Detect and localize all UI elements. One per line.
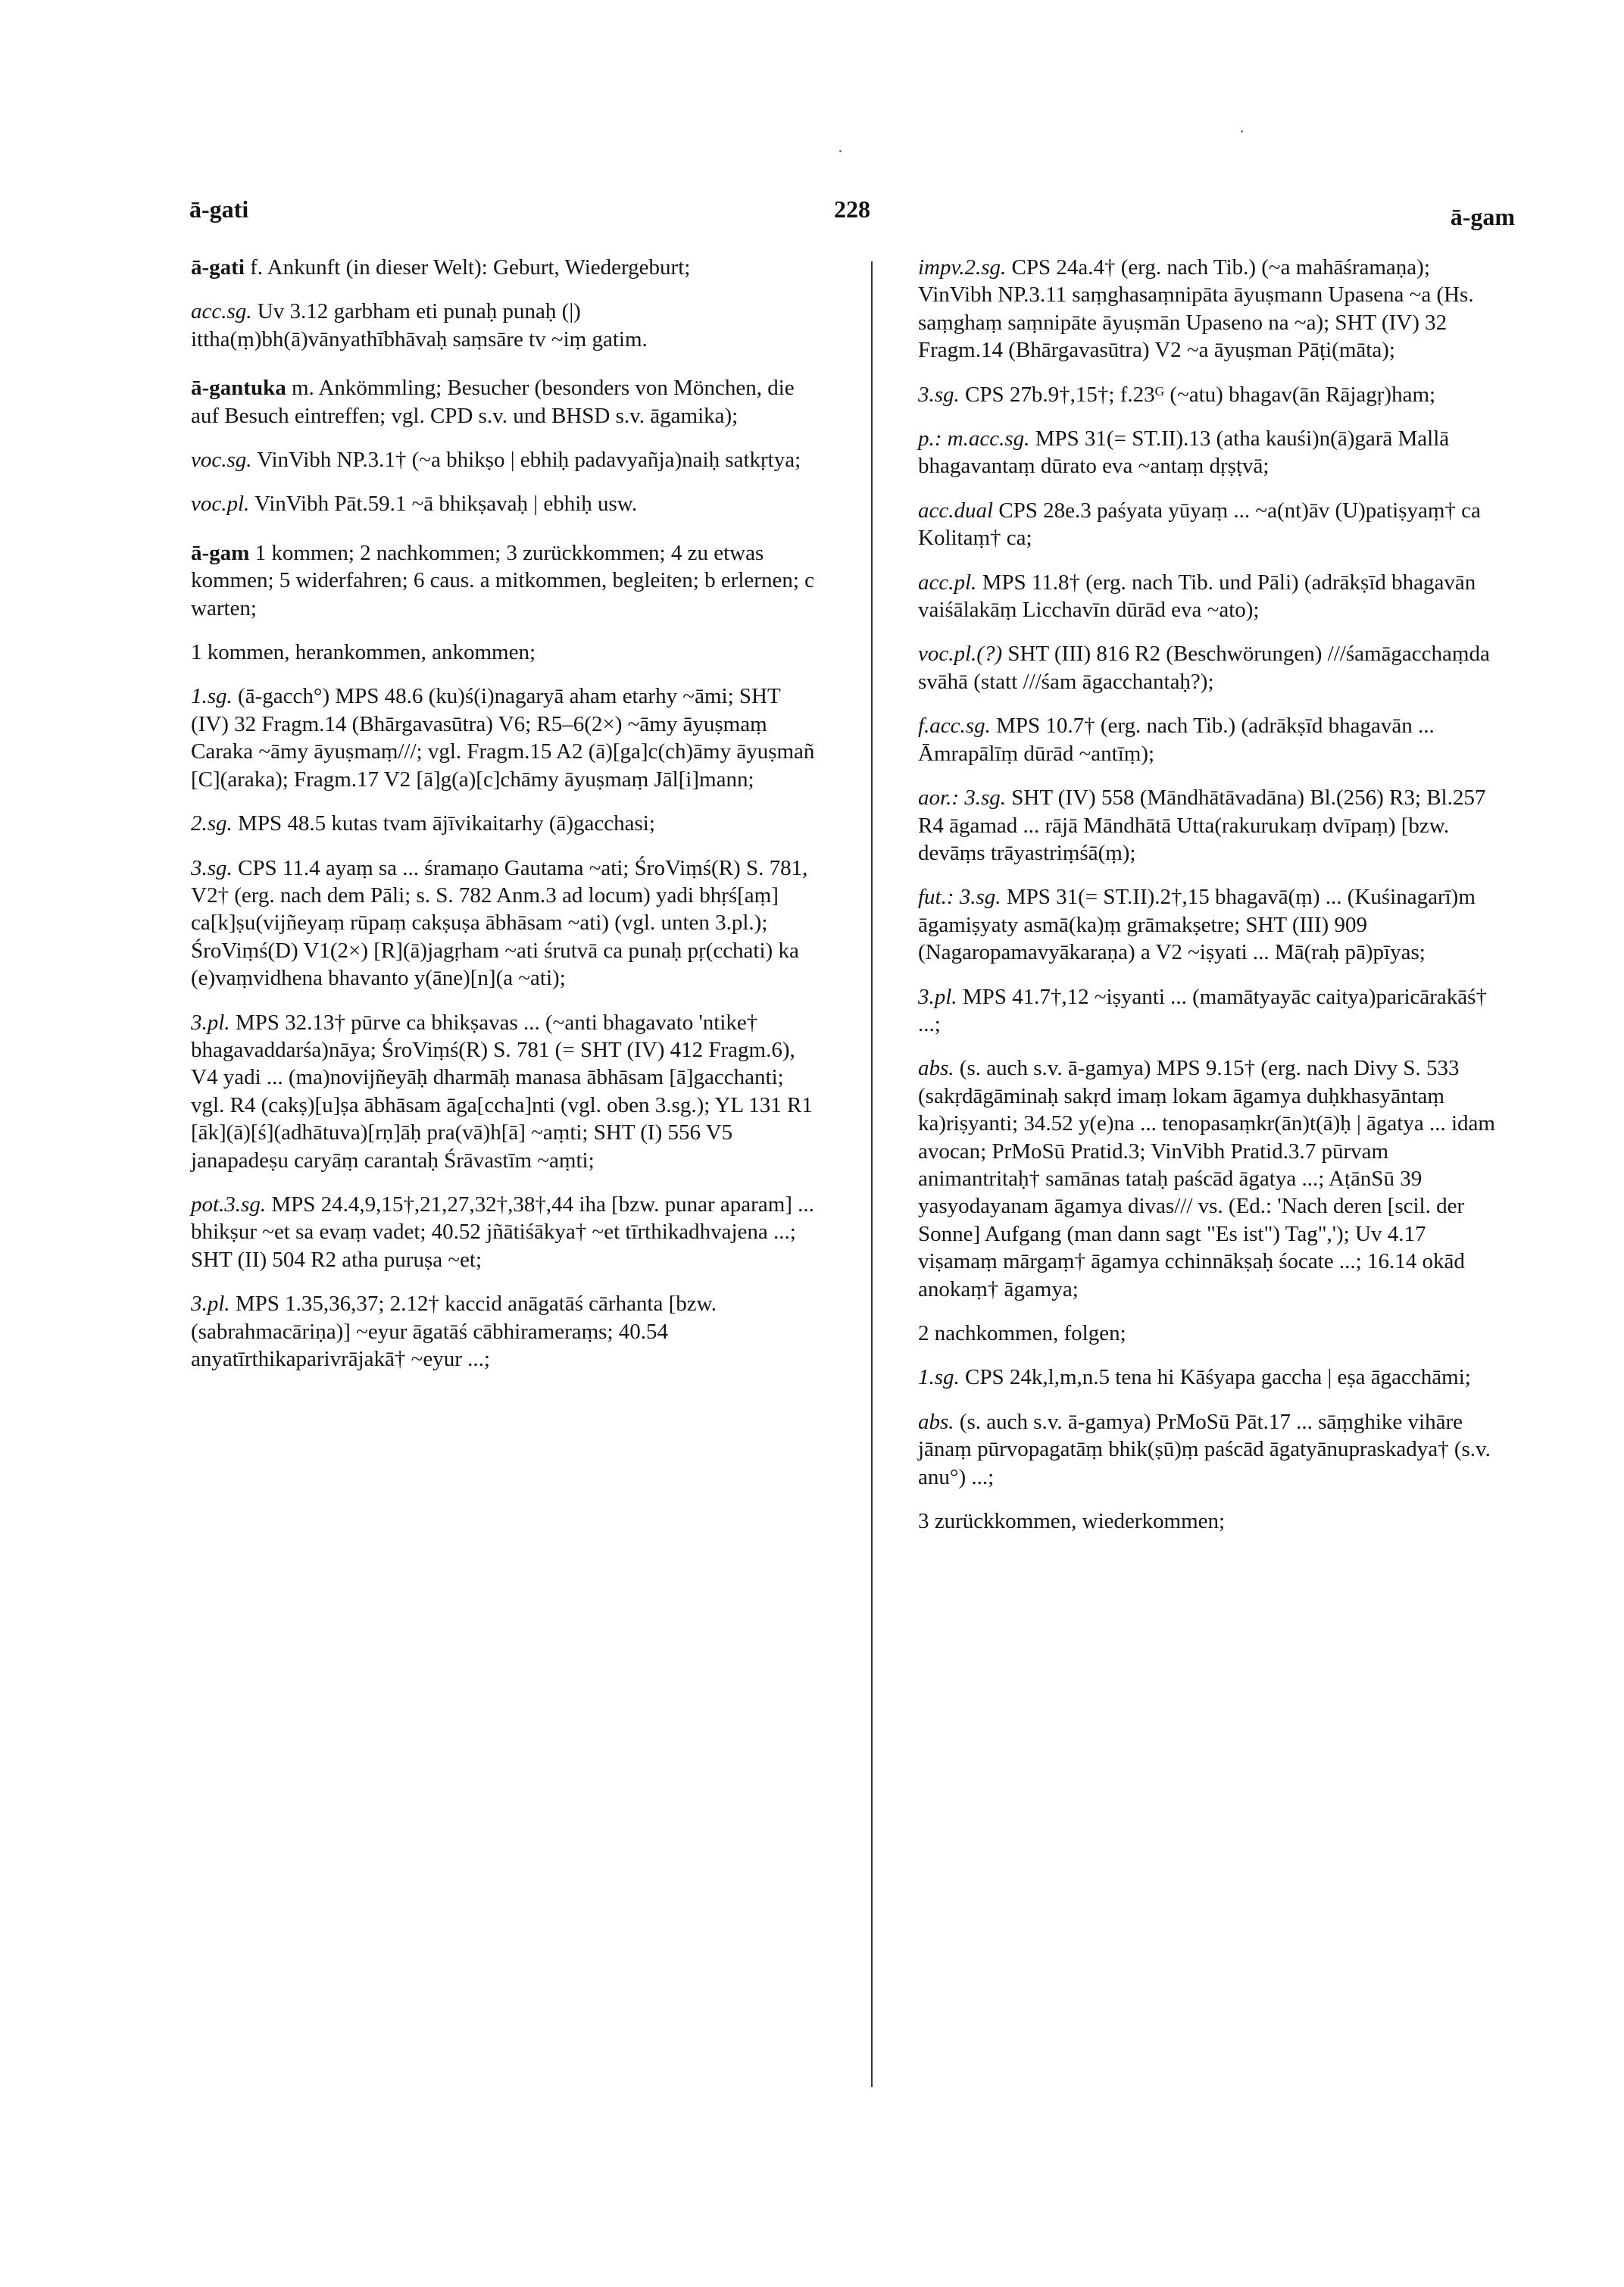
- column-divider: [871, 261, 873, 2087]
- citation-text: MPS 31(= ST.II).13 (atha kauśi)n(ā)garā Mallā bhagavantaṃ dūrato eva ~antaṃ dṛṣṭvā;: [918, 426, 1450, 479]
- citation-text: MPS 31(= ST.II).2†,15 bhagavā(ṃ) ... (Kuśinagarī)m āgamiṣyaty asmā(ka)ṃ grāmakṣetre; SHT (III) 909 (Nagaropamavyākaraṇa) a V2 ~iṣyati ... Mā(raḥ pā)pīyas;: [918, 885, 1476, 965]
- citation-text: MPS 24.4,9,15†,21,27,32†,38†,44 iha [bzw. punar aparam] ... bhikṣur ~et sa evaṃ vadet; 40.52 jñātiśākya† ~et tīrthikadhvajena ...; SHT (II) 504 R2 atha puruṣa ~et;: [191, 1192, 814, 1272]
- dictionary-citation: [918, 1408, 1501, 1491]
- dictionary-headword-entry: [191, 254, 820, 281]
- dictionary-citation: [918, 1507, 1501, 1535]
- dictionary-citation: [918, 254, 1501, 364]
- grammar-label: abs.: [918, 1056, 954, 1081]
- citation-text: MPS 48.5 kutas tvam ājīvikaitarhy (ā)gacchasi;: [238, 811, 655, 836]
- dictionary-citation: [918, 1320, 1501, 1347]
- dictionary-citation: [191, 1009, 820, 1174]
- dictionary-citation: [191, 446, 820, 473]
- dictionary-citation: [191, 1191, 820, 1273]
- citation-text: CPS 27b.9†,15†; f.23ᴳ (~atu) bhagav(ān Rājagṛ)ham;: [965, 382, 1436, 407]
- grammar-label: acc.sg.: [191, 299, 252, 324]
- dictionary-citation: [918, 425, 1501, 480]
- citation-text: CPS 11.4 ayaṃ sa ... śramaṇo Gautama ~ati; ŚroViṃś(R) S. 781, V2† (erg. nach dem Pāli; s. S. 782 Anm.3 ad locum) yadi bhṛś[aṃ] ca[k]ṣu(vijñeyaṃ rūpaṃ cakṣuṣa ābhāsam ~ati) (vgl. unten 3.pl.); ŚroViṃś(D) V1(2×) [R](ā)jagṛham ~ati śrutvā ca punaḥ pṛ(cchati) ka (e)vaṃvidhena bhavanto y(āne)[n](a ~ati);: [191, 855, 808, 991]
- dictionary-citation: [918, 640, 1501, 695]
- dictionary-citation: [191, 683, 820, 793]
- citation-text: SHT (III) 816 R2 (Beschwörungen) ///śamāgacchaṃda svāhā (statt ///śam āgacchantaḥ?);: [918, 642, 1490, 694]
- citation-text: (s. auch s.v. ā-gamya) MPS 9.15† (erg. nach Divy S. 533 (sakṛdāgāminaḥ sakṛd imaṃ lokam āgamya duḥkhasyāntaṃ ka)riṣyanti; 34.52 y(e)na ... tenopasaṃkr(ān)t(ā)ḥ | āgatya ... idam avocan; PrMoSū Pratid.3; VinVibh Pratid.3.7 pūrvam animantritaḥ† samānas tataḥ paścād āgatya ...; AṭānSū 39 yasyodayanam āgamya divas/// vs. (Ed.: 'Nach deren [scil. der Sonne] Aufgang (man dann sagt "Es ist") Tag",'); Uv 4.17 viṣamaṃ mārgaṃ† āgamya cchinnākṣaḥ śocate ...; 16.14 okād anokaṃ† āgamya;: [918, 1056, 1495, 1301]
- dictionary-citation: [191, 810, 820, 837]
- right-column: [918, 254, 1501, 2087]
- dictionary-citation: [918, 381, 1501, 408]
- dictionary-citation: [918, 983, 1501, 1039]
- grammar-label: abs.: [918, 1409, 954, 1434]
- headword: ā-gati: [191, 255, 245, 280]
- headword-text: ā-gantuka m. Ankömmling; Besucher (besonders von Mönchen, die auf Besuch eintreffen; vgl. CPD s.v. und BHSD s.v. āgamika);: [191, 376, 795, 428]
- grammar-label: 1.sg.: [191, 684, 233, 709]
- running-head-right: ā-gam: [1450, 203, 1515, 230]
- dictionary-citation: [191, 639, 820, 666]
- grammar-label: 3.pl.: [918, 984, 957, 1009]
- scan-speck: [839, 150, 842, 152]
- citation-text: CPS 28e.3 paśyata yūyaṃ ... ~a(nt)āv (U)patiṣyaṃ† ca Kolitaṃ† ca;: [918, 498, 1481, 551]
- headword: ā-gam: [191, 540, 250, 565]
- grammar-label: f.acc.sg.: [918, 714, 991, 739]
- dictionary-citation: [918, 883, 1501, 966]
- citation-text: CPS 24k,l,m,n.5 tena hi Kāśyapa gaccha | eṣa āgacchāmi;: [965, 1365, 1471, 1390]
- citation-text: CPS 24a.4† (erg. nach Tib.) (~a mahāśramaṇa); VinVibh NP.3.11 saṃghasaṃnipāta āyuṣmann Upasena ~a (Hs. saṃghaṃ saṃnipāte āyuṣmān Upaseno na ~a); SHT (IV) 32 Fragm.14 (Bhārgavasūtra) V2 ~a āyuṣman Pāṭi(māta);: [918, 255, 1474, 363]
- citation-text: SHT (IV) 558 (Māndhātāvadāna) Bl.(256) R3; Bl.257 R4 āgamad ... rājā Māndhātā Utta(rakurukaṃ dvīpaṃ) [bzw. devāṃs trāyastriṃśā(ṃ);: [918, 786, 1486, 865]
- grammar-label: aor.: 3.sg.: [918, 786, 1007, 811]
- left-column: [191, 254, 820, 2087]
- grammar-label: impv.2.sg.: [918, 255, 1007, 280]
- dictionary-headword-entry: [191, 374, 820, 430]
- page-number: 228: [834, 195, 870, 223]
- dictionary-citation: [918, 1364, 1501, 1391]
- grammar-label: 3.pl.: [191, 1292, 230, 1317]
- grammar-label: acc.dual: [918, 498, 994, 523]
- dictionary-citation: [191, 490, 820, 517]
- page-header: [189, 195, 1515, 233]
- headword-text: ā-gam 1 kommen; 2 nachkommen; 3 zurückkommen; 4 zu etwas kommen; 5 widerfahren; 6 caus. a mitkommen, begleiten; b erlernen; c warten;: [191, 540, 815, 620]
- grammar-label: pot.3.sg.: [191, 1192, 267, 1217]
- grammar-label: voc.pl.(?): [918, 642, 1003, 667]
- headword: ā-gantuka: [191, 376, 286, 401]
- dictionary-headword-entry: [191, 539, 820, 622]
- dictionary-citation: [191, 855, 820, 992]
- dictionary-citation: [191, 1290, 820, 1373]
- grammar-label: voc.pl.: [191, 492, 250, 517]
- citation-text: (ā-gacch°) MPS 48.6 (ku)ś(i)nagaryā aham etarhy ~āmi; SHT (IV) 32 Fragm.14 (Bhārgavasūtra) V6; R5–6(2×) ~āmy āyuṣmaṃ Caraka ~āmy āyuṣmaṃ///; vgl. Fragm.15 A2 (ā)[ga]c(ch)āmy āyuṣmañ [C](araka); Fragm.17 V2 [ā]g(a)[c]chāmy āyuṣmaṃ Jāl[i]mann;: [191, 684, 815, 792]
- grammar-label: 3.pl.: [191, 1010, 230, 1035]
- citation-text: MPS 32.13† pūrve ca bhikṣavas ... (~anti bhagavato 'ntike† bhagavaddarśa)nāya; ŚroViṃś(R) S. 781 (= SHT (IV) 412 Fragm.6), V4 yadi ... (ma)novijñeyāḥ dharmāḥ manasa ābhāsam [ā]gacchanti; vgl. R4 (cakṣ)[u]ṣa ābhāsam āga[ccha]nti (vgl. oben 3.sg.); YL 131 R1 [āk](ā)[ś](adhātuva)[rṇ]āḥ pra(vā)h[ā] ~aṃti; SHT (I) 556 V5 janapadeṣu caryāṃ carantaḥ Śrāvastīm ~aṃti;: [191, 1010, 813, 1173]
- running-head-left: ā-gati: [189, 195, 249, 223]
- citation-text: 1 kommen, herankommen, ankommen;: [191, 640, 536, 665]
- citation-text: VinVibh NP.3.1† (~a bhikṣo | ebhiḥ padavyañja)naiḥ satkṛtya;: [257, 448, 801, 473]
- dictionary-citation: [918, 712, 1501, 767]
- dictionary-citation: [918, 497, 1501, 552]
- grammar-label: 3.sg.: [918, 382, 960, 407]
- citation-text: MPS 11.8† (erg. nach Tib. und Pāli) (adrākṣīd bhagavān vaiśālakāṃ Licchavīn dūrād eva ~ato);: [918, 570, 1476, 623]
- citation-text: (s. auch s.v. ā-gamya) PrMoSū Pāt.17 ... sāṃghike vihāre jānaṃ pūrvopagatāṃ bhik(ṣū)ṃ paścād āgatyānupraskadya† (s.v. anu°) ...;: [918, 1409, 1491, 1489]
- grammar-label: 1.sg.: [918, 1365, 960, 1390]
- citation-text: Uv 3.12 garbham eti punaḥ punaḥ (|) ittha(ṃ)bh(ā)vānyathībhāvaḥ saṃsāre tv ~iṃ gatim.: [191, 299, 648, 351]
- dictionary-citation: [918, 784, 1501, 867]
- dictionary-citation: [918, 1054, 1501, 1303]
- grammar-label: fut.: 3.sg.: [918, 885, 1001, 910]
- dictionary-citation: [918, 569, 1501, 624]
- citation-text: MPS 10.7† (erg. nach Tib.) (adrākṣīd bhagavān ... Āmrapālīṃ dūrād ~antīṃ);: [918, 714, 1435, 766]
- citation-text: VinVibh Pāt.59.1 ~ā bhikṣavaḥ | ebhiḥ usw.: [255, 492, 638, 517]
- grammar-label: voc.sg.: [191, 448, 252, 473]
- citation-text: 3 zurückkommen, wiederkommen;: [918, 1509, 1226, 1534]
- grammar-label: 3.sg.: [191, 855, 233, 880]
- scan-speck: [1241, 130, 1243, 133]
- citation-text: 2 nachkommen, folgen;: [918, 1321, 1126, 1345]
- grammar-label: 2.sg.: [191, 811, 233, 836]
- citation-text: MPS 1.35,36,37; 2.12† kaccid anāgatāś cārhanta [bzw. (sabrahmacāriṇa)] ~eyur āgatāś cābhirameraṃs; 40.54 anyatīrthikaparivrājakā† ~eyur ...;: [191, 1292, 717, 1371]
- dictionary-citation: [191, 298, 820, 353]
- headword-text: ā-gati f. Ankunft (in dieser Welt): Geburt, Wiedergeburt;: [191, 255, 691, 280]
- citation-text: MPS 41.7†,12 ~iṣyanti ... (mamātyayāc caitya)paricārakāś† ...;: [918, 984, 1487, 1036]
- grammar-label: acc.pl.: [918, 570, 977, 595]
- grammar-label: p.: m.acc.sg.: [918, 426, 1030, 451]
